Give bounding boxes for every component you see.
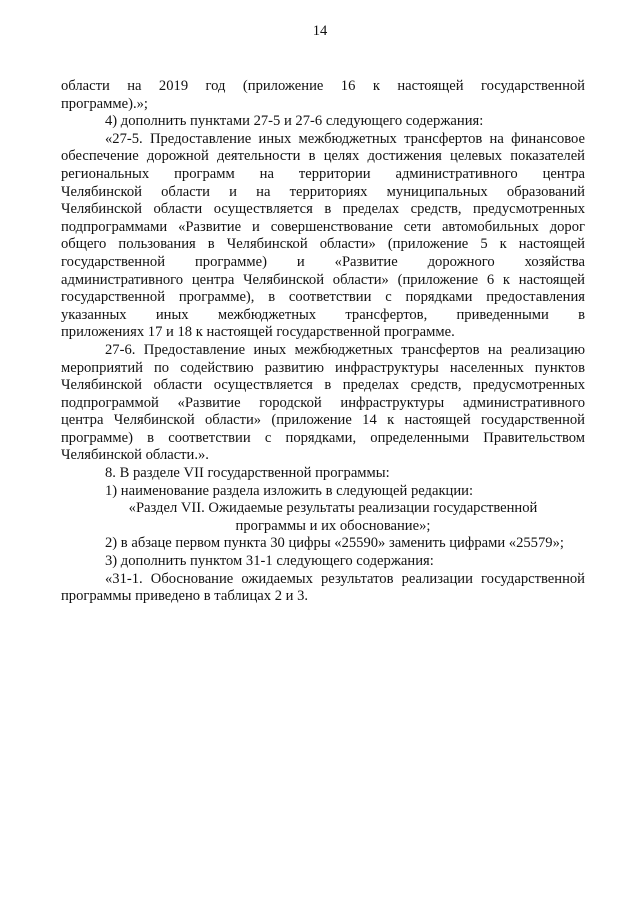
text-line: указанных иных межбюджетных трансфертов, приведенными в <box>61 306 585 323</box>
text-line: программе).»; <box>61 95 148 112</box>
text-line: 8. В разделе VII государственной программы: <box>105 465 390 482</box>
paragraph-item-4 <box>61 113 585 131</box>
text-line: государственной программе), в соответствии с порядками предоставления <box>61 289 585 306</box>
text-line: 4) дополнить пунктами 27-5 и 27-6 следующего содержания: <box>105 113 484 130</box>
paragraph-27-6 <box>61 342 585 465</box>
text-line: области на 2019 год (приложение 16 к настоящей государственной <box>61 78 585 94</box>
text-line: 3) дополнить пунктом 31-1 следующего содержания: <box>105 553 434 570</box>
text-line: общего пользования в Челябинской области» (приложение 5 к настоящей <box>61 236 585 253</box>
text-line: «27-5. Предоставление иных межбюджетных трансфертов на финансовое <box>105 130 585 147</box>
text-line: 2) в абзаце первом пункта 30 цифры «25590» заменить цифрами «25579»; <box>105 535 564 552</box>
text-line: государственной программе) и «Развитие дорожного хозяйства <box>61 253 585 270</box>
document-body <box>61 78 585 606</box>
text-line: программы приведено в таблицах 2 и 3. <box>61 588 309 605</box>
text-line: мероприятий по содействию развитию инфраструктуры населенных пунктов <box>61 359 585 376</box>
page-number: 14 <box>312 23 328 39</box>
paragraph-item-8 <box>61 465 585 483</box>
text-line: 1) наименование раздела изложить в следующей редакции: <box>105 482 474 499</box>
text-line: Челябинской области.». <box>61 447 209 464</box>
text-line: Челябинской области и на территориях муниципальных образований <box>61 183 585 200</box>
text-line: подпрограммами «Развитие и совершенствование сети автомобильных дорог <box>61 218 585 235</box>
text-line: подпрограммой «Развитие городской инфраструктуры административного <box>61 394 585 411</box>
text-line: обеспечение дорожной деятельности в целях достижения целевых показателей <box>61 148 585 165</box>
paragraph-continuation <box>61 78 585 113</box>
text-line: программе) в соответствии с порядками, определенными Правительством <box>61 429 585 446</box>
paragraph-27-5 <box>61 131 585 342</box>
text-line: административного центра Челябинской области» (приложение 6 к настоящей <box>61 271 585 288</box>
paragraph-subitem-2 <box>61 535 585 553</box>
text-line: «Раздел VII. Ожидаемые результаты реализации государственной <box>128 500 538 517</box>
paragraph-31-1 <box>61 571 585 606</box>
paragraph-subitem-3 <box>61 553 585 571</box>
text-line: «31-1. Обоснование ожидаемых результатов реализации государственной <box>105 570 585 587</box>
text-line: центра Челябинской области» (приложение 14 к настоящей государственной <box>61 412 585 429</box>
text-line: 27-6. Предоставление иных межбюджетных трансфертов на реализацию <box>105 341 585 358</box>
text-line: Челябинской области осуществляется в пределах средств, предусмотренных <box>61 201 585 218</box>
paragraph-subitem-1 <box>61 483 585 501</box>
text-line: региональных программ на территории административного центра <box>61 165 585 182</box>
text-line: приложениях 17 и 18 к настоящей государственной программе. <box>61 324 455 341</box>
text-line: программы и их обоснование»; <box>235 517 431 534</box>
text-line: Челябинской области осуществляется в пределах средств, предусмотренных <box>61 377 585 394</box>
section-title-quote <box>61 500 585 535</box>
